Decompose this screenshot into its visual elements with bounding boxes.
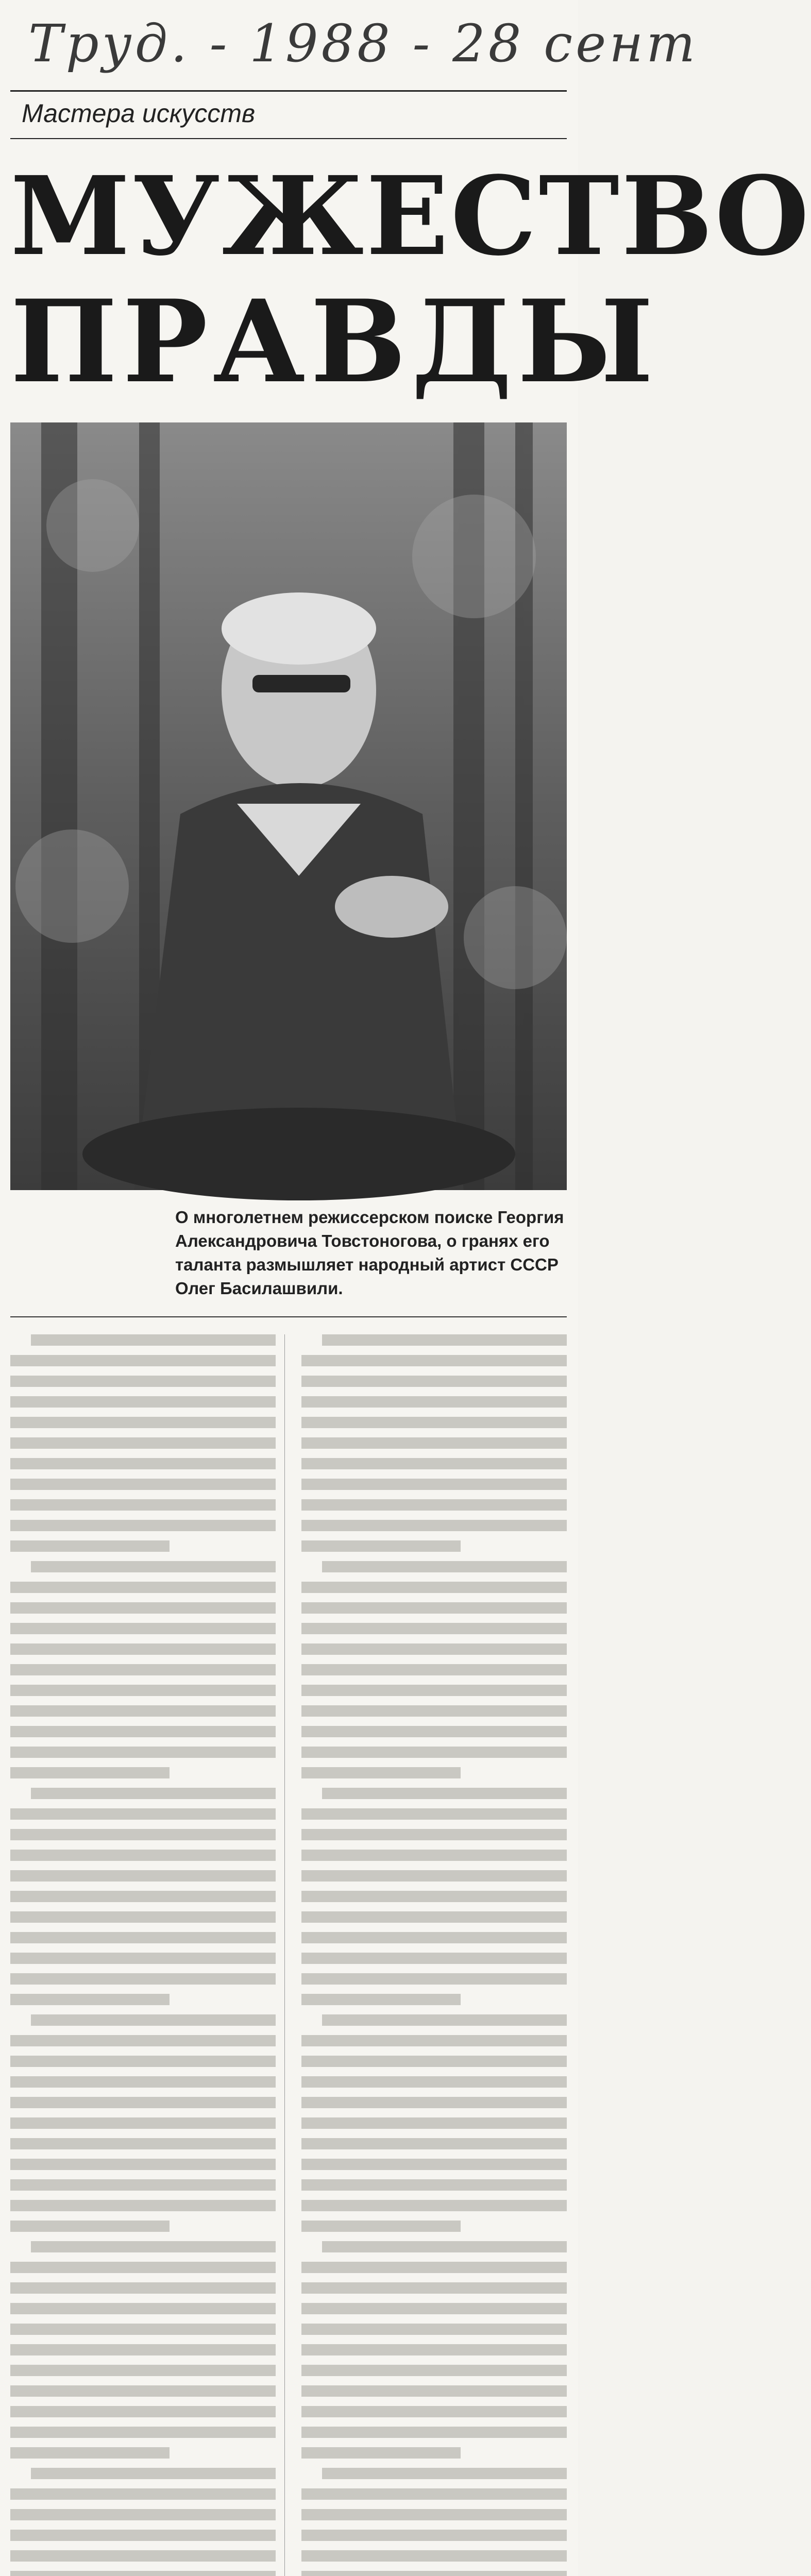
text-line-placeholder xyxy=(301,2303,567,2314)
text-line-placeholder xyxy=(10,1458,276,1469)
text-line-placeholder xyxy=(10,2324,276,2335)
text-line-placeholder xyxy=(301,1417,567,1428)
text-line-placeholder xyxy=(301,1458,567,1469)
text-line-placeholder xyxy=(10,1911,276,1923)
text-line-placeholder xyxy=(301,1767,461,1778)
text-line-placeholder xyxy=(301,2035,567,2046)
text-line-placeholder xyxy=(301,1911,567,1923)
text-line-placeholder xyxy=(31,2014,276,2026)
text-line-placeholder xyxy=(10,2282,276,2294)
text-line-placeholder xyxy=(31,2468,276,2479)
text-line-placeholder xyxy=(31,1788,276,1799)
text-line-placeholder xyxy=(10,1705,276,1717)
text-line-placeholder xyxy=(301,1520,567,1531)
text-line-placeholder xyxy=(10,1685,276,1696)
text-line-placeholder xyxy=(301,1540,461,1552)
text-line-placeholder xyxy=(301,2550,567,2562)
text-line-placeholder xyxy=(31,1334,276,1346)
headline xyxy=(10,152,811,408)
text-line-placeholder xyxy=(10,1994,170,2005)
text-line-placeholder xyxy=(301,2076,567,2088)
text-line-placeholder xyxy=(301,2385,567,2397)
text-line-placeholder xyxy=(10,2530,276,2541)
text-line-placeholder xyxy=(301,2282,567,2294)
text-line-placeholder xyxy=(10,2221,170,2232)
text-line-placeholder xyxy=(10,1540,170,1552)
text-line-placeholder xyxy=(301,2221,461,2232)
rubric-bar xyxy=(10,90,567,139)
text-line-placeholder xyxy=(322,2468,567,2479)
text-line-placeholder xyxy=(301,1499,567,1511)
text-line-placeholder xyxy=(10,1726,276,1737)
text-line-placeholder xyxy=(10,1953,276,1964)
text-line-placeholder xyxy=(301,1973,567,1985)
text-line-placeholder xyxy=(10,2385,276,2397)
text-line-placeholder xyxy=(301,2117,567,2129)
text-line-placeholder xyxy=(10,2138,276,2149)
text-line-placeholder xyxy=(301,1705,567,1717)
text-line-placeholder xyxy=(10,1747,276,1758)
text-line-placeholder xyxy=(322,1334,567,1346)
text-line-placeholder xyxy=(301,1355,567,1366)
text-line-placeholder xyxy=(10,2406,276,2417)
text-line-placeholder xyxy=(10,1808,276,1820)
text-line-placeholder xyxy=(10,1767,170,1778)
column-divider xyxy=(284,1334,285,2576)
text-line-placeholder xyxy=(10,1376,276,1387)
headline-line-2: ПРАВДЫ xyxy=(10,275,659,408)
text-line-placeholder xyxy=(301,1953,567,1964)
handwritten-date-note: Труд. - 1988 - 28 сент xyxy=(28,13,699,74)
text-line-placeholder xyxy=(301,2344,567,2355)
text-line-placeholder xyxy=(10,1396,276,1408)
text-line-placeholder xyxy=(10,2447,170,2459)
text-line-placeholder xyxy=(322,1788,567,1799)
text-line-placeholder xyxy=(301,2488,567,2500)
text-line-placeholder xyxy=(10,2427,276,2438)
text-line-placeholder xyxy=(301,2406,567,2417)
text-line-placeholder xyxy=(301,1479,567,1490)
text-line-placeholder xyxy=(10,2200,276,2211)
article-column-left xyxy=(10,1334,276,2576)
text-line-placeholder xyxy=(10,2159,276,2170)
text-line-placeholder xyxy=(10,1355,276,1366)
text-line-placeholder xyxy=(10,1870,276,1882)
text-line-placeholder xyxy=(10,1582,276,1593)
text-line-placeholder xyxy=(10,2365,276,2376)
text-line-placeholder xyxy=(301,2179,567,2191)
text-line-placeholder xyxy=(301,1829,567,1840)
text-line-placeholder xyxy=(10,1602,276,1614)
text-line-placeholder xyxy=(301,2262,567,2273)
text-line-placeholder xyxy=(10,1499,276,1511)
text-line-placeholder xyxy=(301,1850,567,1861)
text-line-placeholder xyxy=(301,1747,567,1758)
text-line-placeholder xyxy=(10,2035,276,2046)
text-line-placeholder xyxy=(301,1643,567,1655)
text-line-placeholder xyxy=(301,1891,567,1902)
photo-illustration xyxy=(10,422,567,1190)
text-line-placeholder xyxy=(10,2056,276,2067)
text-line-placeholder xyxy=(10,1437,276,1449)
text-line-placeholder xyxy=(10,2179,276,2191)
text-line-placeholder xyxy=(301,2509,567,2520)
text-line-placeholder xyxy=(301,1602,567,1614)
text-line-placeholder xyxy=(301,1870,567,1882)
text-line-placeholder xyxy=(301,2159,567,2170)
portrait-photo xyxy=(10,422,567,1190)
text-line-placeholder xyxy=(10,2097,276,2108)
text-line-placeholder xyxy=(301,2530,567,2541)
text-line-placeholder xyxy=(301,1664,567,1675)
rubric-label: Мастера искусств xyxy=(22,99,256,128)
text-line-placeholder xyxy=(301,2427,567,2438)
text-line-placeholder xyxy=(301,2200,567,2211)
text-line-placeholder xyxy=(10,1417,276,1428)
text-line-placeholder xyxy=(10,1973,276,1985)
photo-caption: О многолетнем режиссерском поиске Георгия Александровича Товстоногова, о гранях его таланта размышляет народный артист СССР Олег Басилашвили. xyxy=(175,1208,564,1298)
text-line-placeholder xyxy=(301,1932,567,1943)
text-line-placeholder xyxy=(301,2447,461,2459)
text-line-placeholder xyxy=(301,2138,567,2149)
text-line-placeholder xyxy=(301,2571,567,2576)
text-line-placeholder xyxy=(301,1726,567,1737)
text-line-placeholder xyxy=(31,1561,276,1572)
text-line-placeholder xyxy=(301,1376,567,1387)
text-line-placeholder xyxy=(10,2571,276,2576)
text-line-placeholder xyxy=(10,1520,276,1531)
text-line-placeholder xyxy=(10,1664,276,1675)
text-line-placeholder xyxy=(10,1932,276,1943)
text-line-placeholder xyxy=(10,2550,276,2562)
text-line-placeholder xyxy=(10,2117,276,2129)
text-line-placeholder xyxy=(10,1623,276,1634)
text-line-placeholder xyxy=(10,2344,276,2355)
text-line-placeholder xyxy=(301,2097,567,2108)
caption-divider xyxy=(10,1316,567,1317)
text-line-placeholder xyxy=(322,2241,567,2252)
headline-line-1: МУЖЕСТВО xyxy=(10,152,811,280)
text-line-placeholder xyxy=(10,2303,276,2314)
text-line-placeholder xyxy=(10,1479,276,1490)
text-line-placeholder xyxy=(10,2076,276,2088)
text-line-placeholder xyxy=(10,2509,276,2520)
text-line-placeholder xyxy=(301,1623,567,1634)
text-line-placeholder xyxy=(322,1561,567,1572)
article-column-right xyxy=(301,1334,567,2576)
text-line-placeholder xyxy=(301,1396,567,1408)
text-line-placeholder xyxy=(10,1829,276,1840)
text-line-placeholder xyxy=(301,1582,567,1593)
text-line-placeholder xyxy=(301,1808,567,1820)
text-line-placeholder xyxy=(301,2056,567,2067)
text-line-placeholder xyxy=(10,1891,276,1902)
text-line-placeholder xyxy=(10,1643,276,1655)
text-line-placeholder xyxy=(31,2241,276,2252)
text-line-placeholder xyxy=(301,2324,567,2335)
text-line-placeholder xyxy=(301,2365,567,2376)
text-line-placeholder xyxy=(301,1437,567,1449)
text-line-placeholder xyxy=(10,2488,276,2500)
text-line-placeholder xyxy=(10,2262,276,2273)
text-line-placeholder xyxy=(10,1850,276,1861)
text-line-placeholder xyxy=(301,1994,461,2005)
text-line-placeholder xyxy=(301,1685,567,1696)
text-line-placeholder xyxy=(322,2014,567,2026)
